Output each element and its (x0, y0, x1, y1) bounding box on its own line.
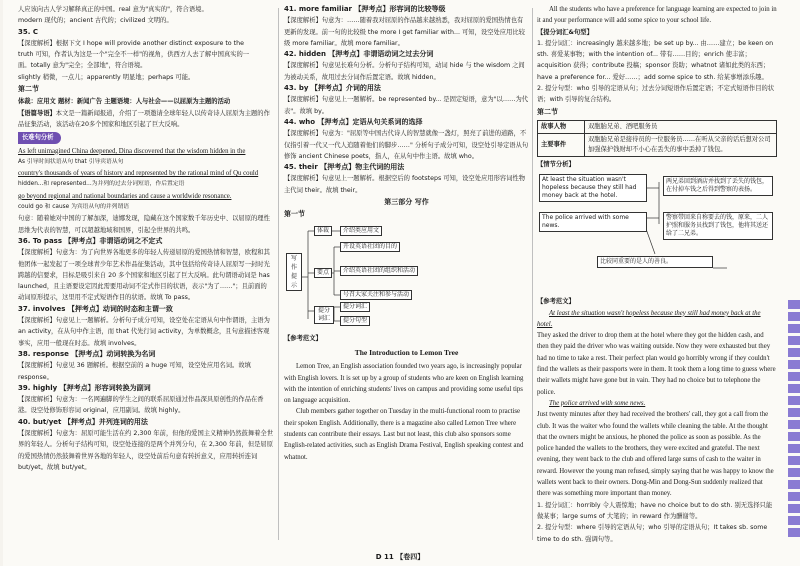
mind-leaf: 号召大家关注和参与活动 (340, 290, 412, 300)
mind-node-genre: 体裁 (314, 226, 332, 236)
mind-leaf: 介绍英语社团的组织和活动 (340, 266, 418, 276)
analysis-text: 【深度解析】句意见上一题解析。分析句子成分可知，设空处在定语从句中作谓语，主语为 an activity，在从句中作主语，而 that 代先行词 activity，为单数概念，且句意描述客观事实，应用一般现在时态。故填 involves。 (18, 317, 270, 347)
section-title: 第一节 (284, 210, 305, 219)
analysis-text: 【深度解析】句意见长难句分析。分析句子结构可知，动词 hide 与 the wisdom 之间为被动关系，故用过去分词作后置定语。故填 hidden。 (284, 62, 525, 81)
index-tab (788, 348, 800, 357)
analysis-text: 【深度解析】句意为：……随着我对屈原的作品越来越熟悉，我对屈原的爱国热情也有更新的发现。前一句的比较级 the more I get familiar with... 可知，设空处应用比较级 more familiar。故填 more familiar。 (284, 17, 525, 47)
reference-label: 【参考范文】 (537, 298, 575, 306)
index-tab (788, 360, 800, 369)
table-cell: 双胞胎兄弟、酒吧服务员 (585, 120, 777, 133)
index-tab (788, 492, 800, 501)
index-tab (788, 300, 800, 309)
mind-leaf: 提分句型 (340, 316, 370, 326)
column-divider (278, 8, 279, 540)
flow-box-second: The police arrived with some news. (539, 212, 647, 232)
story-opening: The police arrived with some news. (549, 399, 646, 407)
table-cell: 故事人物 (538, 120, 585, 133)
sentence-line: country's thousands of years of history and represented by the rational mind of Qu could (18, 170, 259, 178)
analysis-text: 面。totally 意为"完全；全部地"，符合语境。 (18, 62, 147, 70)
index-tab (788, 444, 800, 453)
part-title: 第三部分 写作 (384, 198, 429, 207)
flow-box-start: At least the situation wasn't hopeless because they still had money back at the hotel. (539, 174, 647, 202)
section-title: 第二节 (537, 107, 558, 116)
sentence-line: As left unimagined China deepened, Dina discovered that the wisdom hidden in the (18, 147, 246, 155)
column-divider (532, 8, 533, 540)
vocab-text: 2. 提分句型：who 引导的定语从句；过去分词短语作后置定语；不定式短语作目的状语；with 引导的复合结构。 (537, 85, 775, 104)
text-line: 人应该向古人学习解释真正的中国。real 意为"真实的"，符合语境。 (18, 6, 208, 13)
index-tab (788, 456, 800, 465)
story-paragraph: They asked the driver to drop them at the hotel where they got the hidden cash, and then they paid the driver who was waiting outside. Now they were exhausted but they had no time to take a rest. Their perfect plan would go horribly wrong if they couldn't find the wallets as their passports were in them. It took them a long time to guess where their wallets might have gone but in vain. They had no choice but to telephone the police. (537, 332, 776, 396)
question-header: 37. involves 【押考点】动词的时态和主谓一致 (18, 304, 173, 313)
question-header: 42. hidden 【押考点】非谓语动词之过去分词 (284, 50, 434, 59)
side-index-tabs (788, 300, 800, 540)
index-tab (788, 324, 800, 333)
reference-label: 【参考范文】 (284, 334, 322, 342)
genre-line: 体裁：应用文 题材：新闻广告 主题语境：人与社会——以屈原为主题的活动 (18, 98, 231, 106)
writing-mind-map (284, 223, 529, 331)
mind-leaf: 介绍类应用文 (340, 226, 382, 236)
question-header: 45. their 【押考点】物主代词的用法 (284, 163, 405, 172)
guide-label: 【语篇导语】 (18, 109, 56, 117)
flow-box-police: 警察带回来自称要去的钱，原来，二人护照和服务员找到了钱包，他将其送还给了二兄弟。 (663, 212, 773, 240)
index-tab (788, 480, 800, 489)
index-tab (788, 372, 800, 381)
analysis-text: 【深度解析】根据下文 I hope will provide another distinct exposure to the (18, 39, 244, 47)
question-header: 44. who 【押考点】定语从句关系词的选择 (284, 117, 423, 126)
question-header: 43. by 【押考点】介词的用法 (284, 84, 381, 93)
essay-title: The Introduction to Lemon Tree (354, 347, 459, 357)
analysis-text: 【深度解析】句意为：屈原可能生活在约 2,300 年前，但他的爱国主义精神仍然鼓舞着全世界的年轻人。分析句子结构可知，设空处连接的是两个并列分句，在 2,300 年前，但是屈原的爱国热情仍然鼓舞着世界各地的年轻人，设空处前后句意有转折意义，应用转折连词 but/yet。故填 but/yet。 (18, 429, 273, 471)
plot-flowchart (537, 172, 777, 292)
mind-leaf: 开设英语社团的目的 (340, 242, 400, 252)
text-line: modern 现代的；ancient 古代的；civilized 文明的。 (18, 17, 173, 25)
vocab-label: 【提分词汇&句型】 (537, 28, 593, 36)
index-tab (788, 408, 800, 417)
sentence-note: could go 和 cause 为宾语从句的并列谓语 (18, 204, 130, 211)
mind-node-points: 要点 (314, 268, 332, 278)
question-header: 39. highly 【押考点】形容词转换为副词 (18, 383, 151, 392)
index-tab (788, 516, 800, 525)
essay-paragraph: Lemon Tree, an English association founded two years ago, is increasingly popular with English lovers. It is set up by a group of students who are keen on English learning with the intention of enriching students' lives on campus and providing some useful tips on language acquisition. (284, 363, 524, 405)
page-left-edge (0, 0, 3, 566)
index-tab (788, 312, 800, 321)
essay-paragraph: All the students who have a preference for language learning are expected to join in it and your performance will add some spice to your school life. (537, 6, 777, 25)
table-row (538, 120, 777, 133)
table-cell: 双胞胎兄弟是接待员的一位服务员……在听从父亲的话后想对公司加强保护钱财却不小心在丢失的事中丢掉了钱包。 (585, 133, 777, 156)
mind-node-vocab: 提分词汇 (314, 306, 334, 324)
question-header: 41. more familiar 【押考点】形容词的比较等级 (284, 5, 446, 13)
guide-text: 本文是一篇新闻报道，介绍了一项邀请全球年轻人以传奇诗人屈原为主题的作品征集活动，该活动在20多个国家和地区引起了巨大反响。 (18, 109, 270, 128)
mind-root: 写作提示 (286, 253, 302, 291)
story-table (537, 120, 777, 157)
table-row (538, 133, 777, 156)
flow-box-outcome: 两兄弟回到酒店并找到了丢失的钱包，在付掉车钱之后得到警察的表扬。 (663, 176, 773, 196)
plot-label: 【情节分析】 (537, 160, 575, 168)
story-opening: At least the situation wasn't hopeless because they still had money back at the hotel. (537, 309, 761, 328)
index-tab (788, 468, 800, 477)
index-tab (788, 384, 800, 393)
analysis-text: 【深度解析】句意见上一题解析。根据空后的 footsteps 可知，设空处应用形容词性物主代词 their。故填 their。 (284, 175, 526, 194)
index-tab (788, 504, 800, 513)
sentence-meaning: 句意：随着她对中国的了解加深，迪娜发现，隐藏在这个国家数千年历史中、以屈原的理性思维为代表的智慧，可以超越地域和国界，引起全世界的共鸣。 (18, 215, 270, 234)
story-paragraph: Just twenty minutes after they had received the brothers' call, they got a call from the club. It was the waiter who found the wallets while cleaning the table. At the thought that the owners might be anxious, he phoned the police as soon as possible. As the police handed the wallets to the brothers, they were excited and grateful. The next evening, they went back to the club and offered large sums of cash to the waiter in reward. However the young man refused, simply saying that he was happy to know the wallets went back to their owners. Dong-Min and Dong-Sun suddenly realized that there was something more important than money. (537, 411, 774, 498)
vocab-text: 1. 提分词汇：horribly 令人震惊地；have no choice but to do sth. 别无选择只能做某事；large sums of 大笔的；in reward 作为酬谢等。 (537, 501, 773, 520)
analysis-text: 【深度解析】句意见上一题解析。be represented by... 是固定短语，意为"以……为代表"。故填 by。 (284, 96, 529, 115)
essay-paragraph: Club members gather together on Tuesday in the multi-functional room to practise their spoken English. Additionally, there is a magazine also called Lemon Tree where students can contribute their essays. Last but not least, this club also sponsors some English-related activities, such as English Drama Festival, English speaking contest and whatnot. (284, 408, 524, 461)
vocab-text: 1. 提分词汇：increasingly 越来越多地；be set up by... 由……建立；be keen on sth. 喜爱某事物；with the intention of... 带有……目的；enrich 使丰富；acquisition 获得；contribute 投稿；sponsor 资助；whatnot 诸如此类的东西；have a preference for... 爱好……；add some spice to sth. 给某事增添乐趣。 (537, 39, 774, 81)
sentence-note: hidden...和 represented...为并列的过去分词短语，作后置定语 (18, 181, 185, 188)
question-header: 38. response 【押考点】动词转换为名词 (18, 349, 156, 358)
column-middle (284, 4, 529, 544)
flow-box-theme: 比较同重要的是人的善良。 (597, 256, 713, 268)
column-right (537, 4, 777, 544)
index-tab (788, 528, 800, 537)
sentence-line: go beyond regional and national boundaries and cause a worldwide resonance. (18, 192, 232, 200)
column-left (18, 4, 273, 544)
mind-leaf: 提分词汇 (340, 302, 370, 312)
question-number: 35. C (18, 27, 38, 36)
analysis-text: slightly 稍微，一点儿；apparently 明显地；perhaps 可能。 (18, 73, 195, 81)
table-cell: 主要事件 (538, 133, 585, 156)
question-header: 36. To pass 【押考点】非谓语动词之不定式 (18, 236, 163, 245)
analysis-text: 【深度解析】句意为：为了向世界各地更多的年轻人传递屈原的爱国热情和智慧，欧程和其他团体一起发起了一项全球青少年艺术作品征集活动，其中包括给传奇诗人屈原写一封时光跨越的信要求，目标是吸引来自 20 多个国家和地区引起了巨大反响。此句谓语动词是 has launched，且主语要设定因此需要用动词不定式作目的状语，表示"为了……"；且前面的动词原形提示，这里用不定式短语作目的状语。故填 To pass。 (18, 249, 270, 302)
page-footer: D 11 【卷四】 (375, 553, 425, 561)
vocab-text: 2. 提分句型：where 引导的定语从句；who 引导的定语从句；It takes sb. some time to do sth. 强调句等。 (537, 524, 768, 543)
index-tab (788, 420, 800, 429)
analysis-text: 【深度解析】句意见 36 题解析。根据空前的 a huge 可知，设空处应用名词。故填 response。 (18, 362, 251, 381)
section-title: 第二节 (18, 85, 39, 94)
analysis-text: truth 可知，作者认为这是一个"完全不一样"的视角，供西方人去了解中国真实的一 (18, 51, 250, 59)
analysis-text: 【深度解析】句意为：一名网遍脚的学生之间的联系屈原通过作品深具原创性的作品在香港。设空处修饰形容词 original，应用副词。故填 highly。 (18, 396, 264, 415)
index-tab (788, 336, 800, 345)
question-header: 40. but/yet 【押考点】并列连词的用法 (18, 417, 148, 426)
index-tab (788, 432, 800, 441)
index-tab (788, 396, 800, 405)
long-sentence-banner: 长难句分析 (18, 132, 61, 143)
sentence-note: As 引导时间状语从句 that 引导宾语从句 (18, 158, 124, 165)
analysis-text: 【深度解析】句意为："屈原等中国古代诗人的智慧就像一盏灯，照亮了前进的道路，不仅指引着一代又一代人追随着他们的脚步……" 分析句子成分可知，设空处引导定语从句修饰 ancient Chinese poets，指人，在从句中作主语。故填 who。 (284, 130, 529, 160)
